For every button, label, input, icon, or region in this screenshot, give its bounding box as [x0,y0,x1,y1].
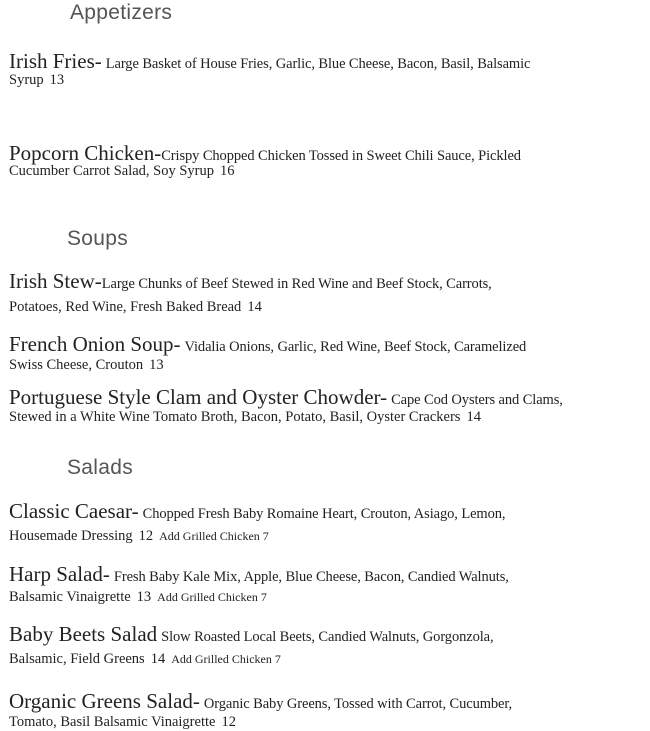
menu-item-organic-greens-salad [9,690,650,731]
item-description-cont: Tomato, Basil Balsamic Vinaigrette [9,714,216,730]
item-name: Portuguese Style Clam and Oyster Chowder- [9,385,388,409]
item-description: Crispy Chopped Chicken Tossed in Sweet Chili Sauce, Pickled [161,148,521,164]
item-name: Popcorn Chicken- [9,141,162,165]
menu-item-popcorn-chicken [9,142,650,180]
item-description-cont: Syrup [9,72,44,88]
menu-item-irish-fries [9,50,650,89]
item-price: 14 [150,651,166,667]
item-price: 13 [49,72,65,88]
item-price: 14 [247,299,262,315]
menu-item-french-onion-soup [9,333,650,374]
menu-item-harp-salad [9,563,650,606]
item-name: Baby Beets Salad [9,622,158,646]
item-addon: Add Grilled Chicken 7 [157,590,267,604]
section-heading-appetizers: Appetizers [70,1,173,24]
menu-item-irish-stew [9,270,650,316]
item-price: 13 [149,357,164,373]
item-addon: Add Grilled Chicken 7 [159,529,269,543]
item-description-cont: Stewed in a White Wine Tomato Broth, Bacon, Potato, Basil, Oyster Crackers [9,409,461,425]
section-heading-salads: Salads [67,456,134,479]
item-name: Harp Salad- [9,562,110,586]
item-name: Irish Fries- [9,49,102,73]
item-description-cont: Cucumber Carrot Salad, Soy Syrup [9,163,214,179]
item-description-cont: Balsamic, Field Greens [9,651,145,667]
item-description: Organic Baby Greens, Tossed with Carrot, Cucumber, [203,696,513,712]
item-name: Irish Stew- [9,269,102,293]
item-description: Large Chunks of Beef Stewed in Red Wine and Beef Stock, Carrots, [101,276,492,292]
item-description-cont: Balsamic Vinaigrette [9,589,131,605]
item-price: 12 [221,714,236,730]
menu-item-classic-caesar [9,500,650,545]
item-name: French Onion Soup- [9,332,181,356]
item-price: 14 [466,409,481,425]
menu-item-clam-oyster-chowder [9,386,650,426]
item-description: Fresh Baby Kale Mix, Apple, Blue Cheese, Bacon, Candied Walnuts, [113,569,509,585]
item-description: Vidalia Onions, Garlic, Red Wine, Beef Stock, Caramelized [184,339,527,355]
item-description: Large Basket of House Fries, Garlic, Blue Cheese, Bacon, Basil, Balsamic [105,56,531,72]
item-name: Classic Caesar- [9,499,139,523]
item-price: 12 [138,528,154,544]
item-price: 13 [136,589,152,605]
item-name: Organic Greens Salad- [9,689,200,713]
item-price: 16 [220,163,235,179]
item-addon: Add Grilled Chicken 7 [171,652,281,666]
item-description: Chopped Fresh Baby Romaine Heart, Crouton, Asiago, Lemon, [142,506,506,522]
item-description: Cape Cod Oysters and Clams, [391,392,563,408]
item-description-cont: Potatoes, Red Wine, Fresh Baked Bread [9,299,242,315]
menu-item-baby-beets-salad [9,623,650,668]
section-heading-soups: Soups [67,227,129,250]
item-description-cont: Swiss Cheese, Crouton [9,357,144,373]
item-description: Slow Roasted Local Beets, Candied Walnuts, Gorgonzola, [161,629,494,645]
item-description-cont: Housemade Dressing [9,528,133,544]
